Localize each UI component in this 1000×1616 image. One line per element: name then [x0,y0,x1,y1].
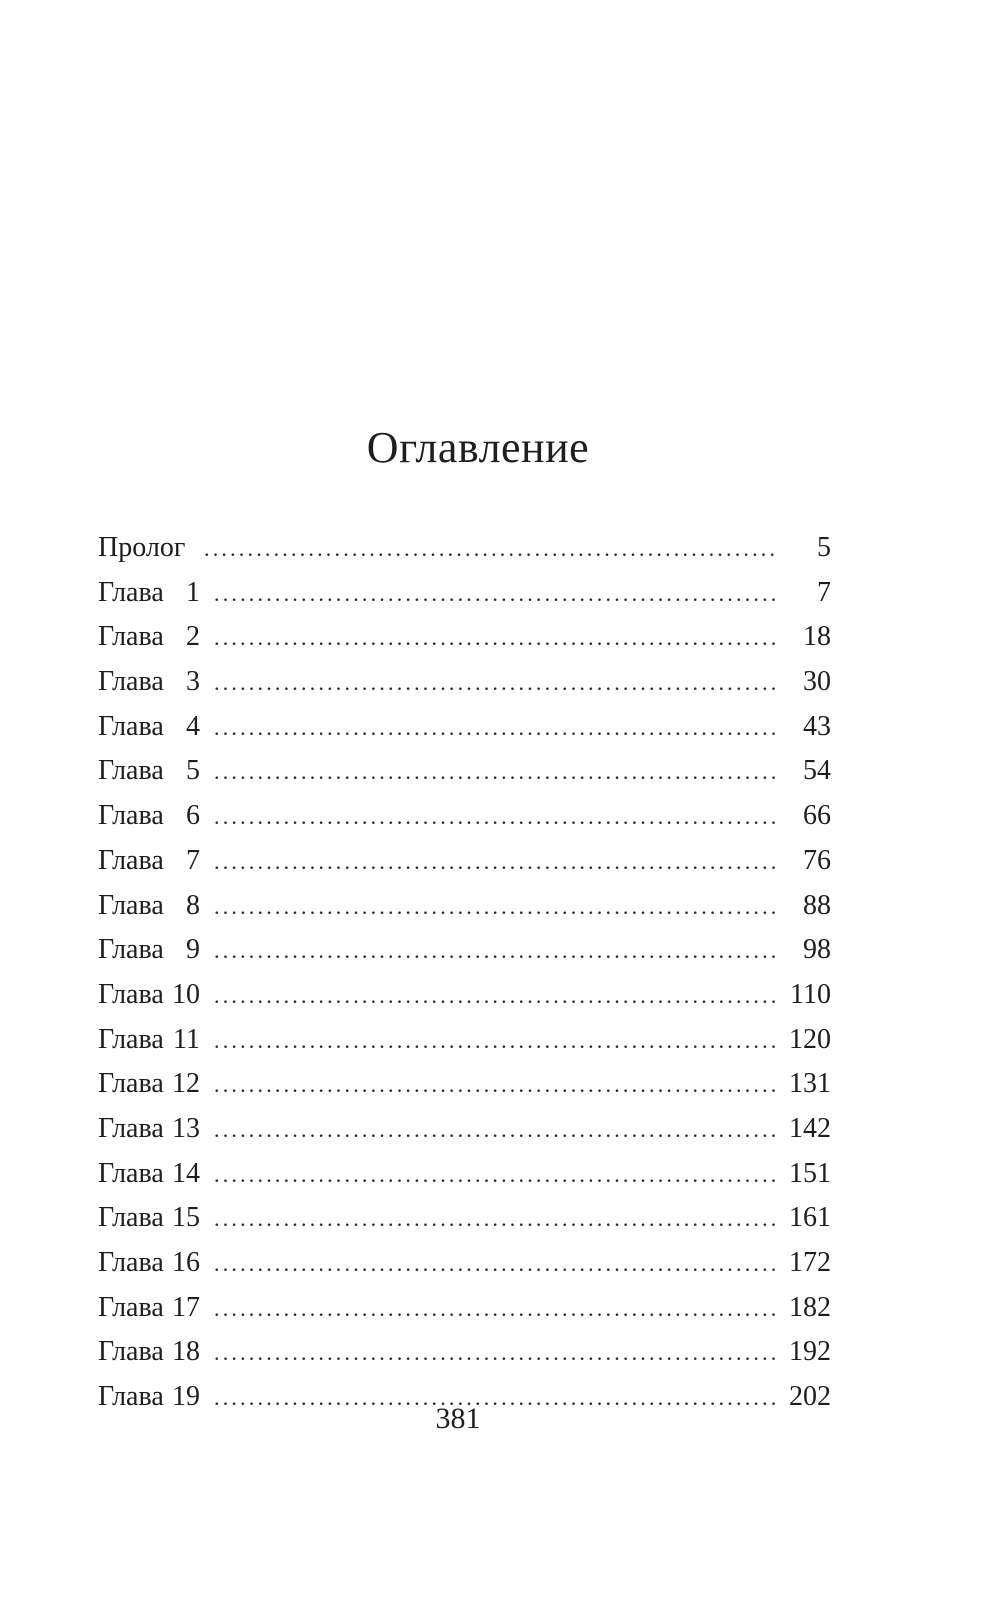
toc-entry-page: 30 [803,666,831,698]
dot-leader [214,1197,779,1242]
dot-leader [214,1153,779,1198]
chapter-number: 15 [172,1202,200,1234]
toc-entry-chapter [98,973,831,1018]
toc-entry-page: 43 [803,710,831,742]
chapter-word: Глава [98,889,164,921]
toc-entry-label [98,749,200,794]
toc-entry-page: 182 [789,1291,831,1323]
dot-leader [214,1063,779,1108]
toc-entry-chapter [98,1152,831,1197]
toc-entry-label [98,705,200,750]
toc-entry-chapter [98,928,831,973]
chapter-word: Глава [98,978,164,1010]
toc-entry-chapter [98,749,831,794]
chapter-number: 3 [186,666,200,698]
toc-entry-page: 110 [790,978,831,1010]
toc-entry-page: 5 [817,532,831,563]
toc-entry-label [98,1062,200,1107]
chapter-number: 11 [173,1023,200,1055]
chapter-word: Глава [98,844,164,876]
toc-entry-label [98,884,200,929]
chapter-number: 12 [172,1068,200,1100]
toc-title: Оглавление [366,423,590,472]
toc-entry-page: 202 [789,1381,831,1413]
toc-entry-label [98,1241,200,1286]
toc-entry-page: 66 [803,800,831,832]
chapter-number: 6 [186,800,200,832]
toc-entry-chapter [98,794,831,839]
chapter-word: Глава [98,1157,164,1189]
toc-entry-page: 120 [789,1023,831,1055]
toc-entry-chapter [98,1062,831,1107]
toc-entry-label [98,1330,200,1375]
toc-entry-chapter [98,1241,831,1286]
toc-entry-chapter [98,884,831,929]
toc-entry-chapter [98,1330,831,1375]
chapter-word: Глава [98,1291,164,1323]
toc-entry-label [98,1018,200,1063]
chapter-number: 8 [186,889,200,921]
toc-entry-chapter [98,705,831,750]
toc-entry-chapter [98,615,831,660]
chapter-word: Глава [98,576,164,608]
toc-entry-label [98,615,200,660]
toc-entry-page: 76 [803,844,831,876]
chapter-number: 9 [186,934,200,966]
toc-entry-page: 54 [803,755,831,787]
toc-entry-label [98,839,200,884]
toc-entry-label [98,973,200,1018]
dot-leader [214,1287,779,1332]
dot-leader [214,885,779,930]
toc-entry-label [98,1286,200,1331]
dot-leader [214,616,779,661]
toc-entry-chapter [98,1018,831,1063]
dot-leader [204,527,779,572]
toc-entry-chapter [98,839,831,884]
toc-entry-chapter [98,1107,831,1152]
chapter-number: 1 [186,576,200,608]
chapter-word: Глава [98,1068,164,1100]
toc-entry-page: 88 [803,889,831,921]
dot-leader [214,750,779,795]
chapter-number: 19 [172,1381,200,1413]
dot-leader [214,929,779,974]
toc-entry-page: 131 [789,1068,831,1100]
toc-entry-label [98,571,200,616]
toc-entry-label [98,928,200,973]
chapter-word: Глава [98,1381,164,1413]
chapter-word: Глава [98,934,164,966]
toc-entry-page: 161 [789,1202,831,1234]
toc-entry-label: Пролог [98,532,186,563]
toc-entry-page: 7 [817,576,831,608]
toc-entry-page: 18 [803,621,831,653]
chapter-word: Глава [98,1202,164,1234]
toc-entry-page: 172 [789,1247,831,1278]
chapter-word: Глава [98,1112,164,1144]
dot-leader [214,974,779,1019]
dot-leader [214,572,779,617]
toc-entry-label [98,660,200,705]
chapter-number: 14 [172,1157,200,1189]
toc-list [98,526,831,1420]
chapter-number: 13 [172,1112,200,1144]
chapter-number: 7 [186,844,200,876]
chapter-word: Глава [98,1023,164,1055]
chapter-word: Глава [98,710,164,742]
chapter-number: 10 [172,978,200,1010]
page-number: 381 [435,1402,481,1435]
chapter-word: Глава [98,1247,164,1278]
chapter-number: 2 [186,621,200,653]
chapter-number: 17 [172,1291,200,1323]
chapter-word: Глава [98,800,164,832]
chapter-number: 5 [186,755,200,787]
toc-entry-prolog [98,526,831,571]
dot-leader [214,1108,779,1153]
chapter-word: Глава [98,755,164,787]
chapter-word: Глава [98,621,164,653]
dot-leader [214,661,779,706]
chapter-number: 4 [186,710,200,742]
toc-entry-page: 142 [789,1112,831,1144]
toc-entry-chapter [98,571,831,616]
toc-entry-page: 98 [803,934,831,966]
dot-leader [214,795,779,840]
toc-entry-chapter [98,660,831,705]
dot-leader [214,840,779,885]
toc-entry-label [98,1107,200,1152]
toc-entry-chapter [98,1286,831,1331]
toc-entry-page: 192 [789,1336,831,1368]
dot-leader [214,1019,779,1064]
dot-leader [214,1331,779,1376]
chapter-number: 16 [172,1247,200,1278]
toc-entry-chapter [98,1196,831,1241]
chapter-number: 18 [172,1336,200,1368]
toc-entry-label [98,1196,200,1241]
dot-leader [214,706,779,751]
toc-entry-page: 151 [789,1157,831,1189]
chapter-word: Глава [98,1336,164,1368]
chapter-word: Глава [98,666,164,698]
toc-entry-label [98,794,200,839]
dot-leader [214,1242,779,1287]
toc-entry-label [98,1152,200,1197]
